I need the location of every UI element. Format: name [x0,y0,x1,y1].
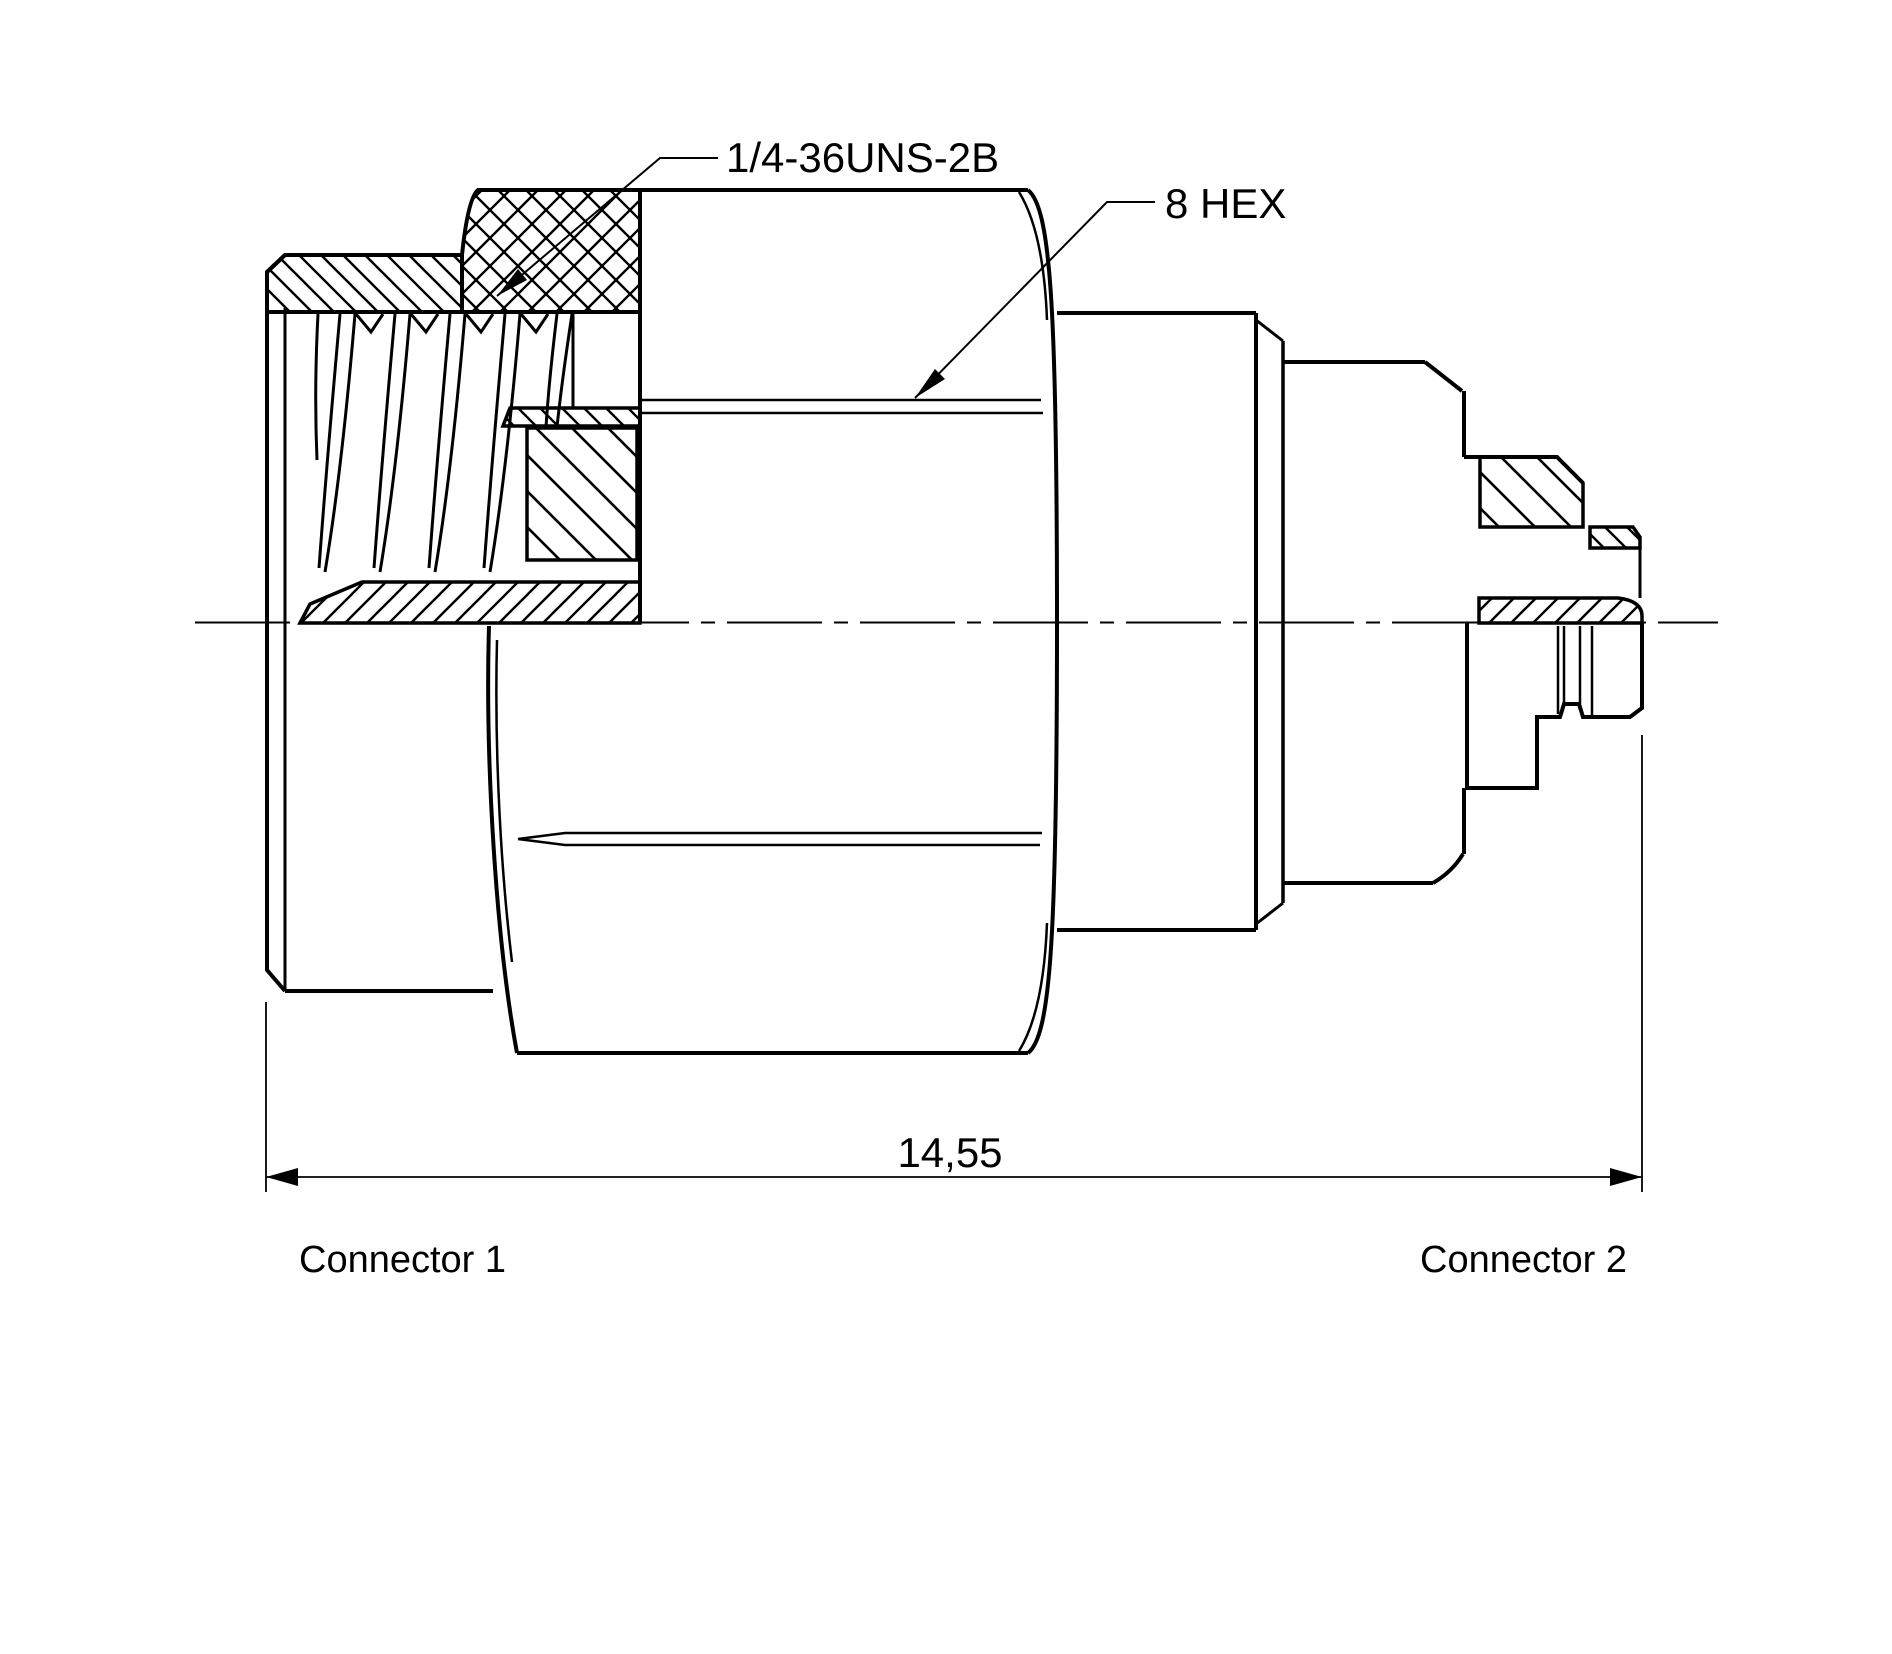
insulator-strip-section [503,408,640,426]
cyl2-chamfer-top [1425,362,1462,391]
hex-flat-lower-1 [518,833,1042,839]
hex-rear-inner-bottom [1019,923,1047,1051]
interface-profile [1467,623,1642,788]
hex-front-lower-edge [488,626,517,1053]
cyl1-chamfer-bottom [1256,903,1283,924]
center-block-section [527,428,637,560]
dimension-text: 14,55 [897,1129,1003,1176]
dielectric-strip-section [1479,598,1642,623]
connector1-label: Connector 1 [299,1239,507,1281]
connector2-label: Connector 2 [1420,1239,1628,1281]
cyl1-chamfer-top [1256,320,1283,341]
thread-spec-label: 1/4-36UNS-2B [726,134,1000,181]
nut-section-band [267,255,462,312]
hex-flat-lower-2 [518,839,1040,845]
connector2-interface [1467,623,1642,788]
dimension-14-55 [266,735,1642,1192]
hex-size-label: 8 HEX [1165,180,1287,227]
hex-rear-inner-top [1019,192,1047,320]
snap-lip-section [1590,527,1640,548]
cyl2-chamfer-bottom [1433,854,1463,883]
dim-arrow-left [266,1168,298,1186]
dim-arrow-right [1610,1168,1642,1186]
lower-wall-section [300,582,640,623]
connector2-section [1464,457,1642,623]
